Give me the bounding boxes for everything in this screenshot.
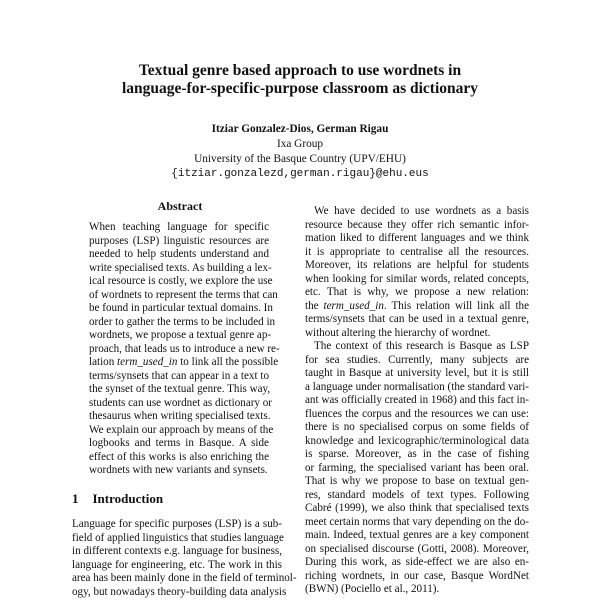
text-line: or farming, the specialised variant has been oral. — [305, 461, 529, 474]
section-number: 1 — [72, 491, 79, 506]
text-line — [305, 300, 529, 314]
text-line: students can use wordnet as dictionary or — [89, 396, 272, 409]
text-line: Language for specific purposes (LSP) is a sub- — [72, 518, 282, 530]
text-line: terms/synsets that can appear in a text to — [89, 369, 269, 382]
abstract-body — [89, 221, 280, 478]
abstract-heading: Abstract — [157, 199, 203, 213]
text-line: needed to help students understand and — [89, 248, 269, 260]
text-line: for sea studies. Currently, many subjects are — [305, 353, 529, 366]
text-line: (BWN) (Pociello et al., 2011). — [305, 583, 440, 595]
text-line: meet certain norms that vary depending on the do- — [305, 515, 529, 528]
text-line: When teaching language for specific — [89, 221, 269, 233]
text-line: We have decided to use wordnets as a basis — [314, 205, 529, 217]
text-line: when looking for similar words, related concepts, — [305, 272, 529, 285]
text-segment: the — [305, 299, 324, 312]
text-line: wordnets, we propose a textual genre ap- — [89, 329, 272, 341]
text-line: During this work, as side-effect we are also en- — [305, 556, 529, 568]
text-line: without altering the hierarchy of wordnet. — [305, 326, 491, 339]
text-line: mation liked to different languages and we think — [305, 232, 529, 244]
text-line: effect of this works is also enriching the — [89, 450, 269, 463]
author-university: University of the Basque Country (UPV/EHU) — [194, 153, 406, 165]
author-names: Itziar Gonzalez-Dios, German Rigau — [211, 123, 389, 135]
text-line: in different contexts e.g. language for business, — [72, 545, 282, 557]
text-segment: lation — [89, 356, 118, 368]
text-line: logbooks and terms in Basque. A side — [89, 437, 269, 449]
text-line: on specialised discourse (Gotti, 2008). Moreover, — [305, 542, 529, 555]
text-line: language for engineering, etc. The work in this — [72, 558, 282, 571]
text-line: ant was officially created in 1968) and this fact in- — [305, 394, 529, 406]
text-line: res, standard models of text types. Following — [305, 488, 529, 501]
text-line: resource because they offer rich semantic infor- — [305, 218, 529, 231]
text-line: field of applied linguistics that studies language — [72, 531, 284, 544]
text-line: wordnets with new variants and synsets. — [89, 464, 268, 476]
text-line: That is why we propose to base on textual gen- — [305, 475, 529, 487]
text-line: it is appropriate to centralise all the resources. — [305, 245, 529, 258]
text-line: area has been mainly done in the field of terminol- — [72, 572, 297, 584]
text-line: main. Indeed, textual genres are a key component — [305, 529, 529, 541]
text-line: etc. That is why, we propose a new relation: — [305, 286, 529, 298]
text-line: of wordnets to represent the terms that can — [89, 288, 278, 301]
right-column-body — [305, 205, 529, 597]
introduction-body — [72, 518, 297, 599]
paper-title-line-2: language-for-specific-purpose classroom as dictionary — [121, 80, 479, 97]
author-group: Ixa Group — [276, 138, 324, 150]
text-line: ical resource is costly, we explore the use — [89, 275, 273, 287]
text-line: fluences the corpus and the resources we can use: — [305, 407, 529, 420]
text-line: is sparse. Moreover, as in the case of fishing — [305, 448, 529, 460]
text-line: The context of this research is Basque as LSP — [314, 340, 529, 352]
text-line: thesaurus when writing specialised texts. — [89, 410, 271, 422]
paper-title-line-1: Textual genre based approach to use wordnets in — [138, 62, 462, 79]
text-line: the synset of the textual genre. This way, — [89, 383, 271, 395]
text-segment: to link all the possible — [177, 356, 279, 368]
text-line: riching wordnets, in our case, Basque WordNet — [305, 569, 529, 582]
text-line: ogy, but nowadays theory-building data analysis — [72, 585, 287, 598]
text-line: write specialised texts. As building a lex- — [89, 261, 272, 274]
text-line: knowledge and lexicographic/terminological data — [305, 434, 529, 447]
text-line: there is no specialised corpus on some fields of — [305, 421, 529, 433]
text-line: terms/synsets that can be used in a textual genre, — [305, 313, 529, 325]
section-title: Introduction — [92, 491, 164, 506]
italic-term: term_used_in — [117, 356, 178, 368]
text-line: taught in Basque at university level, but it is still — [305, 367, 529, 379]
text-line: be found in particular textual domains. In — [89, 302, 273, 314]
text-segment: . This relation will link all the — [383, 299, 529, 312]
text-line: Cabré (1999), we also think that specialised texts — [305, 502, 529, 514]
text-line — [89, 356, 279, 370]
text-line: a language under normalisation (the standard vari- — [305, 380, 529, 393]
italic-term: term_used_in — [323, 299, 384, 312]
text-line: purposes (LSP) linguistic resources are — [89, 234, 269, 247]
text-line: order to gather the terms to be included in — [89, 315, 276, 328]
text-line: Moreover, its relations are helpful for students — [305, 259, 529, 271]
text-line: We explain our approach by means of the — [89, 423, 274, 436]
text-line: proach, that leads us to introduce a new re- — [89, 342, 280, 355]
section-heading-introduction — [72, 491, 163, 507]
author-email: {itziar.gonzalezd,german.rigau}@ehu.eus — [171, 168, 429, 180]
